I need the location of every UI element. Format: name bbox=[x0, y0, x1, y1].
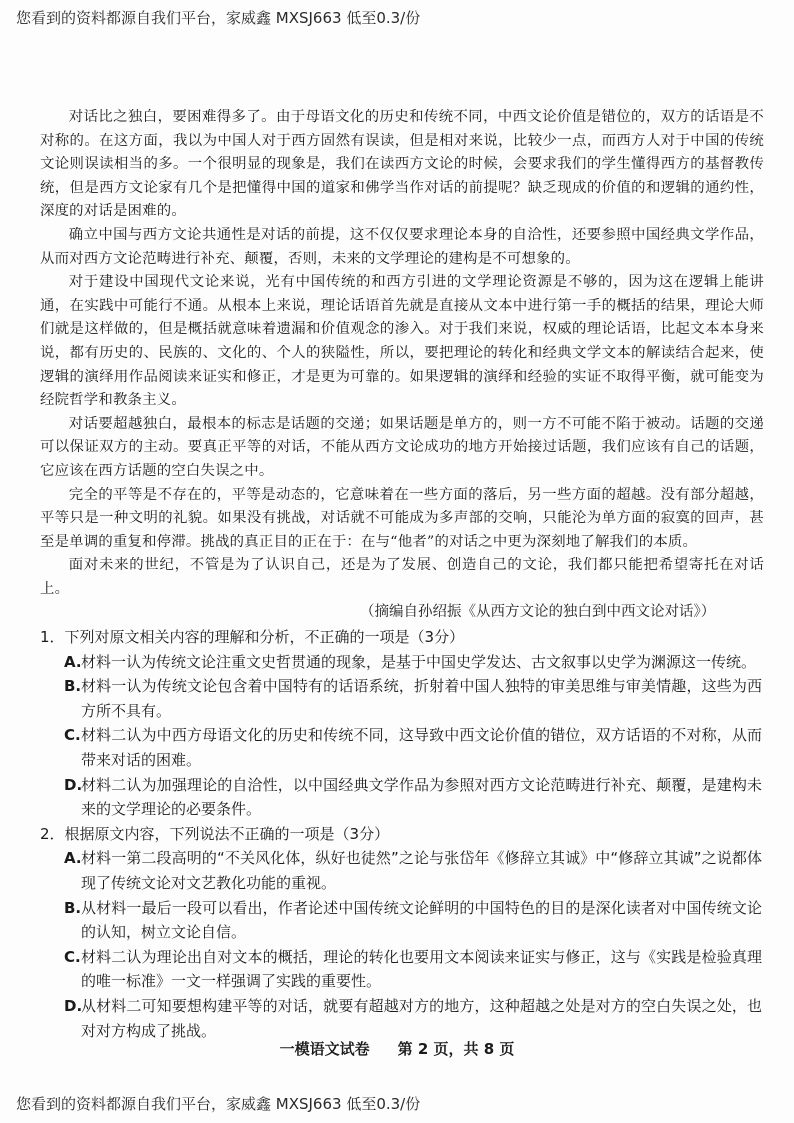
option-text: 材料一第二段高明的“不关风化体，纵好也徒然”之论与张岱年《修辞立其诚》中“修辞立其诚”之说都体现了传统文论对文艺教化功能的重视。 bbox=[81, 849, 762, 892]
option-c bbox=[64, 723, 762, 772]
option-letter: A. bbox=[64, 652, 82, 671]
option-letter: C. bbox=[64, 947, 81, 966]
option-text: 从材料一最后一段可以看出，作者论述中国传统文论鲜明的中国特色的目的是深化读者对中国传统文论的认知，树立文论自信。 bbox=[81, 898, 762, 942]
question-1 bbox=[40, 625, 762, 822]
exam-title: 一模语文试卷 bbox=[279, 1040, 370, 1058]
question-stem: 1．下列对原文相关内容的理解和分析，不正确的一项是（3分） bbox=[40, 628, 465, 646]
option-a bbox=[64, 650, 762, 675]
source-citation: （摘编自孙绍振《从西方文论的独白到中西文论对话》） bbox=[360, 604, 716, 620]
option-c bbox=[64, 945, 762, 994]
option-letter: C. bbox=[64, 726, 81, 745]
option-b bbox=[64, 674, 762, 723]
question-stem: 2．根据原文内容，下列说法不正确的一项是（3分） bbox=[40, 824, 390, 843]
option-letter: B. bbox=[64, 677, 82, 696]
option-letter: A. bbox=[64, 849, 82, 868]
page-footer bbox=[0, 1038, 794, 1059]
top-watermark-banner: 您看到的资料都源自我们平台，家威鑫 MXSJ663 低至0.3/份 bbox=[16, 9, 421, 27]
paragraph: 对话比之独白，要困难得多了。由于母语文化的历史和传统不同，中西文论价值是错位的，双方的话语是不对称的。在这方面，我以为中国人对于西方固然有误读，但是相对来说，比较少一点，而西方人对于中国的传统文论则误读相当的多。一个很明显的现象是，我们在读西方文论的时候，会要求我们的学生懂得西方的基督教传统，但是西方文论家有几个是把懂得中国的道家和佛学当作对话的前提呢？缺乏现成的价值的和逻辑的通约性，深度的对话是困难的。 bbox=[40, 109, 764, 220]
bottom-watermark-banner: 您看到的资料都源自我们平台，家威鑫 MXSJ663 低至0.3/份 bbox=[16, 1095, 421, 1113]
article-passage bbox=[40, 106, 764, 601]
option-b bbox=[64, 896, 762, 945]
paragraph: 对于建设中国现代文论来说，光有中国传统的和西方引进的文学理论资源是不够的，因为这在逻辑上能讲通，在实践中可能行不通。从根本上来说，理论话语首先就是直接从文本中进行第一手的概括的结果，理论大师们就是这样做的，但是概括就意味着遗漏和价值观念的渗入。对于我们来说，权威的理论话语，比起文本本身来说，都有历史的、民族的、文化的、个人的狭隘性，所以，要把理论的转化和经典文学文本的解读结合起来，使逻辑的演绎用作品阅读来证实和修正，才是更为可靠的。如果逻辑的演绎和经验的实证不取得平衡，就可能变为经院哲学和教条主义。 bbox=[40, 274, 764, 409]
option-text: 材料二认为理论出自对文本的概括，理论的转化也要用文本阅读来证实与修正，这与《实践是检验真理的唯一标准》一文一样强调了实践的重要性。 bbox=[81, 947, 762, 991]
question-section bbox=[40, 625, 762, 1043]
paragraph: 对话要超越独白，最根本的标志是话题的交递；如果话题是单方的，则一方不可能不陷于被动。话题的交递可以保证双方的主动。要真正平等的对话，不能从西方文论成功的地方开始接过话题，我们应该有自己的话题，它应该在西方话题的空白失误之中。 bbox=[40, 415, 764, 479]
option-text: 材料一认为传统文论包含着中国特有的话语系统，折射着中国人独特的审美思维与审美情趣，这些为西方所不具有。 bbox=[81, 677, 762, 720]
page-number: 第 2 页，共 8 页 bbox=[397, 1040, 515, 1058]
option-d bbox=[64, 994, 762, 1043]
option-text: 从材料二可知要想构建平等的对话，就要有超越对方的地方，这种超越之处是对方的空白失误之处，也对对方构成了挑战。 bbox=[81, 996, 762, 1040]
option-text: 材料二认为中西方母语文化的历史和传统不同，这导致中西文论价值的错位，双方话语的不对称，从而带来对话的困难。 bbox=[81, 726, 762, 769]
paragraph: 确立中国与西方文论共通性是对话的前提，这不仅仅要求理论本身的自洽性，还要参照中国经典文学作品，从而对西方文论范畴进行补充、颠覆，否则，未来的文学理论的建构是不可想象的。 bbox=[40, 226, 764, 267]
option-text: 材料二认为加强理论的自洽性，以中国经典文学作品为参照对西方文论范畴进行补充、颠覆，是建构未来的文学理论的必要条件。 bbox=[81, 775, 762, 819]
option-letter: B. bbox=[64, 898, 82, 917]
option-letter: D. bbox=[64, 996, 83, 1015]
paragraph: 完全的平等是不存在的，平等是动态的，它意味着在一些方面的落后，另一些方面的超越。没有部分超越，平等只是一种文明的礼貌。如果没有挑战，对话就不可能成为多声部的交响，只能沦为单方面的寂寞的回声，甚至是单调的重复和停滞。挑战的真正目的正在于：在与“他者”的对话之中更为深刻地了解我们的本质。 bbox=[40, 486, 764, 550]
option-letter: D. bbox=[64, 775, 83, 794]
paragraph: 面对未来的世纪，不管是为了认识自己，还是为了发展、创造自己的文论，我们都只能把希望寄托在对话上。 bbox=[40, 557, 764, 597]
option-d bbox=[64, 773, 762, 822]
question-2 bbox=[40, 822, 762, 1043]
option-a bbox=[64, 846, 762, 895]
option-text: 材料一认为传统文论注重文史哲贯通的现象，是基于中国史学发达、古文叙事以史学为渊源这一传统。 bbox=[81, 652, 757, 671]
